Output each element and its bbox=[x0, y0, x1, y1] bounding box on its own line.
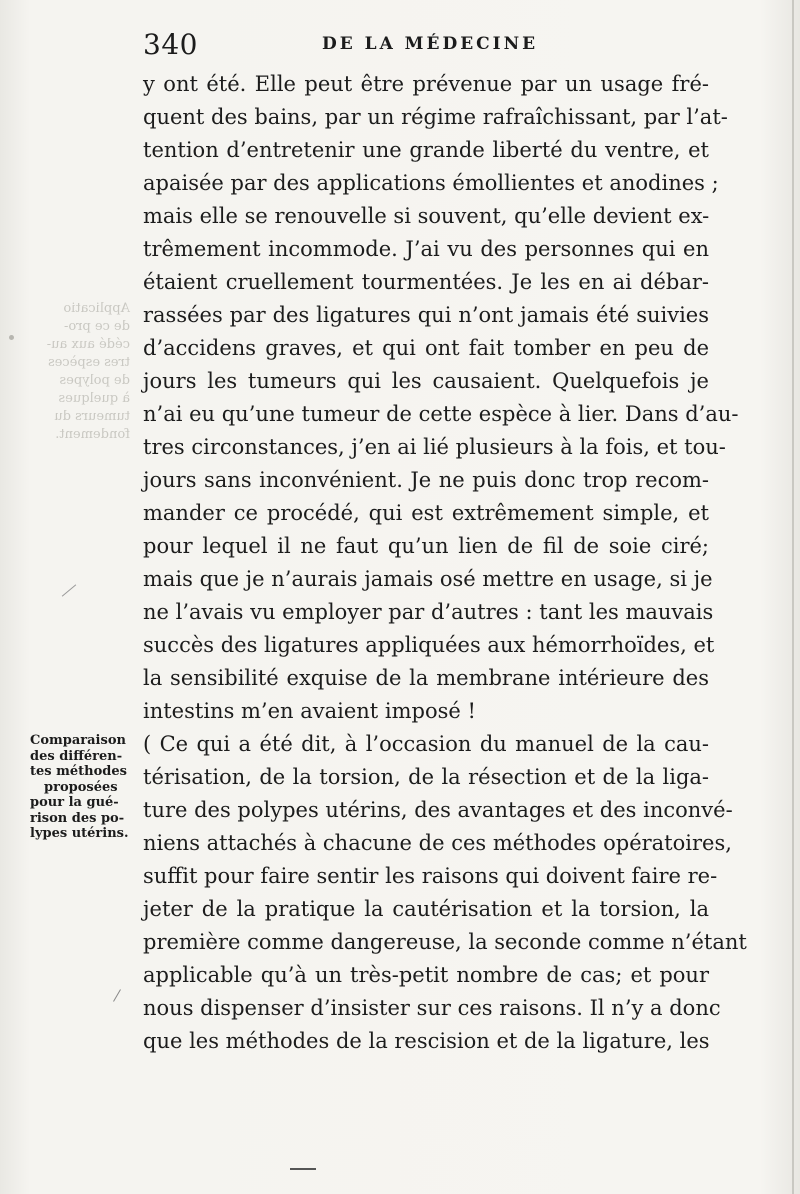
text-line: rassées par des ligatures qui n’ont jamais été suivies bbox=[143, 303, 709, 327]
text-line: tres circonstances, j’en ai lié plusieurs à la fois, et tou- bbox=[143, 435, 726, 459]
sidenote-line: Comparaison bbox=[30, 733, 126, 748]
text-line: ture des polypes utérins, des avantages et des inconvé- bbox=[143, 798, 733, 822]
sidenote-line: pour la gué- bbox=[30, 795, 119, 810]
text-line: la sensibilité exquise de la membrane intérieure des bbox=[143, 666, 709, 690]
bleed-through-line: tumeurs du bbox=[54, 409, 130, 424]
text-line: pour lequel il ne faut qu’un lien de fil de soie ciré; bbox=[143, 534, 709, 558]
sidenote-line: lypes utérins. bbox=[30, 826, 129, 841]
margin-sidenote bbox=[30, 733, 140, 842]
ink-speck bbox=[9, 335, 14, 340]
bleed-through-line: à quelques bbox=[58, 391, 130, 406]
text-line: mais que je n’aurais jamais osé mettre en usage, si je bbox=[143, 567, 713, 591]
running-title: DE LA MÉDECINE bbox=[322, 34, 539, 54]
text-line: nous dispenser d’insister sur ces raisons. Il n’y a donc bbox=[143, 996, 721, 1020]
sidenote-line: tes méthodes bbox=[30, 764, 127, 779]
text-line: trêmement incommode. J’ai vu des personnes qui en bbox=[143, 237, 709, 261]
bleed-through-line: de polypes bbox=[59, 373, 130, 388]
bleed-through-line: fondement. bbox=[55, 427, 130, 442]
paragraph-end-line: intestins m’en avaient imposé ! bbox=[143, 699, 476, 723]
bottom-dash-mark bbox=[290, 1168, 316, 1170]
bleed-through-line: tres espèces bbox=[48, 355, 130, 370]
body-text bbox=[143, 68, 747, 1058]
paragraph-start-line: ( Ce qui a été dit, à l’occasion du manuel de la cau- bbox=[143, 732, 709, 756]
text-line: jours sans inconvénient. Je ne puis donc trop recom- bbox=[143, 468, 709, 492]
page-header bbox=[0, 22, 800, 62]
bleed-through-margin-note bbox=[35, 300, 130, 444]
text-line: mais elle se renouvelle si souvent, qu’elle devient ex- bbox=[143, 204, 710, 228]
pencil-mark bbox=[62, 584, 76, 596]
text-line: térisation, de la torsion, de la résection et de la liga- bbox=[143, 765, 709, 789]
text-line: n’ai eu qu’une tumeur de cette espèce à lier. Dans d’au- bbox=[143, 402, 739, 426]
text-line: quent des bains, par un régime rafraîchissant, par l’at- bbox=[143, 105, 728, 129]
text-line: mander ce procédé, qui est extrêmement simple, et bbox=[143, 501, 709, 525]
text-line: apaisée par des applications émollientes et anodines ; bbox=[143, 171, 719, 195]
text-line: d’accidens graves, et qui ont fait tomber en peu de bbox=[143, 336, 709, 360]
sidenote-line: des différen- bbox=[30, 748, 123, 764]
text-line: succès des ligatures appliquées aux hémorrhoïdes, et bbox=[143, 633, 715, 657]
text-line: tention d’entretenir une grande liberté du ventre, et bbox=[143, 138, 709, 162]
text-line: suffit pour faire sentir les raisons qui doivent faire re- bbox=[143, 864, 718, 888]
text-line: jeter de la pratique la cautérisation et la torsion, la bbox=[143, 897, 709, 921]
text-line: première comme dangereuse, la seconde comme n’étant bbox=[143, 930, 747, 954]
pencil-mark bbox=[113, 989, 121, 1002]
text-line: jours les tumeurs qui les causaient. Quelquefois je bbox=[143, 369, 709, 393]
bleed-through-line: cédé aux au- bbox=[46, 337, 130, 352]
page-number: 340 bbox=[143, 28, 198, 61]
text-line: étaient cruellement tourmentées. Je les en ai débar- bbox=[143, 270, 709, 294]
page-edge bbox=[792, 0, 794, 1194]
sidenote-line: rison des po- bbox=[30, 810, 125, 826]
text-line: applicable qu’à un très-petit nombre de cas; et pour bbox=[143, 963, 709, 987]
bleed-through-line: de ce pro- bbox=[63, 319, 130, 334]
text-line: y ont été. Elle peut être prévenue par un usage fré- bbox=[143, 72, 709, 96]
text-line: ne l’avais vu employer par d’autres : tant les mauvais bbox=[143, 600, 714, 624]
text-line: niens attachés à chacune de ces méthodes opératoires, bbox=[143, 831, 732, 855]
text-line: que les méthodes de la rescision et de la ligature, les bbox=[143, 1029, 710, 1053]
bleed-through-line: Applicatio bbox=[63, 301, 130, 316]
sidenote-line: proposées bbox=[44, 779, 118, 795]
